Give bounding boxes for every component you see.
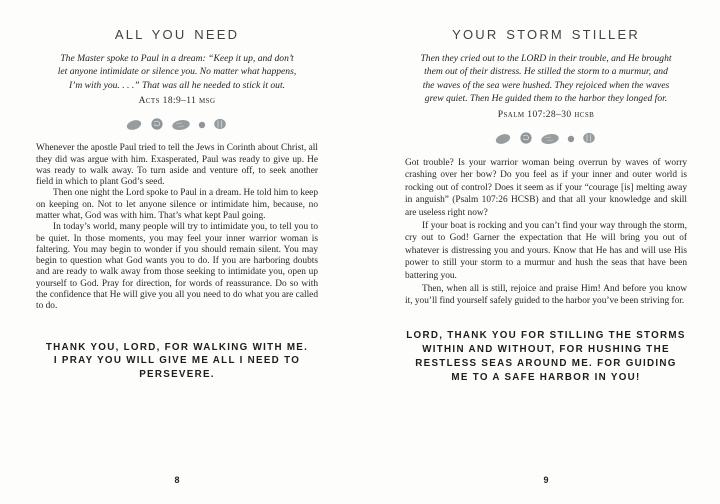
pebble-icon: [568, 135, 574, 141]
epigraph-line: them out of their distress. He stilled the storm to a murmur, and: [424, 66, 668, 78]
page-number: 9: [543, 475, 549, 485]
page-title: ALL YOU NEED: [114, 27, 240, 42]
prayer: [405, 329, 687, 385]
page-right: [360, 0, 720, 504]
epigraph-line: The Master spoke to Paul in a dream: “Keep it up, and don’t: [60, 53, 294, 64]
pebble-icon: [172, 119, 191, 131]
body-paragraph: In today’s world, many people will try to intimidate you, to tell you to be quiet. In those moments, you may feel your inner warrior woman is faltering. You may begin to wonder if you should remain silent. You may begin to question what God wants you to do. If you are harboring doubts and are ready to walk away from those seeking to intimidate you, open up yourself to God. Pray for direction, for words of reassurance. Do so with the confidence that He will give you all you need to do what you are called to do.: [36, 222, 318, 312]
prayer-line: ME TO A SAFE HARBOR IN YOU!: [451, 371, 641, 383]
pebble-icon: [520, 132, 531, 143]
body-text: [36, 143, 318, 312]
body-paragraph: Whenever the apostle Paul tried to tell the Jews in Corinth about Christ, all they did was argue with him. Exasperated, Paul was ready to give up. He was ready to walk away. To turn aside and venture off, to seek another field in which to plant God’s seed.: [36, 143, 318, 188]
epigraph-line: Then they cried out to the LORD in their trouble, and He brought: [420, 53, 672, 64]
prayer: [36, 341, 318, 382]
page-number: 8: [174, 475, 180, 485]
pebbles-ornament: [405, 129, 687, 147]
pebble-icon: [541, 133, 560, 145]
pebble-icon: [126, 119, 143, 132]
epigraph-line: I’m with you. . . .” That was all he needed to stick it out.: [68, 79, 286, 91]
body-paragraph: Then, when all is still, rejoice and praise Him! And before you know it, you’ll find yourself safely guided to the harbor you’ve been striving for.: [405, 283, 687, 307]
pebbles-ornament-icon: [123, 115, 231, 133]
pebble-icon: [495, 132, 512, 145]
pebble-icon: [199, 122, 205, 128]
epigraph: [405, 52, 687, 106]
prayer-line: THANK YOU, LORD, FOR WALKING WITH ME.: [45, 341, 309, 353]
pebbles-ornament-icon: [492, 129, 600, 147]
body-paragraph: Got trouble? Is your warrior woman being overrun by waves of worry crashing over her bow? Do you feel as if your inner and outer world is rocking out of control? Does it seem as if your “courage [is] melting away in anguish” (Psalm 107:26 HCSB) and that all your knowledge and skill are useless right now?: [405, 157, 687, 218]
epigraph: [36, 52, 318, 92]
prayer-line: WITHIN AND WITHOUT, FOR HUSHING THE: [422, 343, 670, 355]
body-paragraph: If your boat is rocking and you can’t find your way through the storm, cry out to God! Garner the expectation that He will bring you out of whatever is distressing you and yours. Know that He has and will use His power to still your storm to a murmur and hush the seas that have been battering you.: [405, 220, 687, 281]
pebble-icon: [214, 119, 226, 129]
prayer-line: I PRAY YOU WILL GIVE ME ALL I NEED TO PERSEVERE.: [53, 355, 301, 380]
page-title: YOUR STORM STILLER: [452, 27, 640, 42]
pebbles-ornament: [36, 115, 318, 133]
body-text: [405, 157, 687, 308]
pebble-icon: [583, 133, 595, 143]
page-left-content: [36, 0, 318, 381]
epigraph-line: grew quiet. Then He guided them to the harbor they longed for.: [424, 93, 668, 105]
scripture-reference: Acts 18:9–11 msg: [138, 96, 216, 107]
page-right-content: [405, 0, 687, 385]
body-paragraph: Then one night the Lord spoke to Paul in a dream. He told him to keep on keeping on. Not to let anyone silence or intimidate him, because, no matter what, God was with him. That’s what kept Paul going.: [36, 188, 318, 221]
pebble-icon: [151, 119, 162, 130]
epigraph-line: the waves of the sea were hushed. They rejoiced when the waves: [422, 79, 670, 91]
prayer-line: LORD, THANK YOU FOR STILLING THE STORMS: [406, 329, 686, 341]
prayer-line: RESTLESS SEAS AROUND ME. FOR GUIDING: [415, 357, 677, 369]
scripture-reference: Psalm 107:28–30 hcsb: [497, 109, 595, 120]
epigraph-line: let anyone intimidate or silence you. No matter what happens,: [57, 66, 297, 78]
